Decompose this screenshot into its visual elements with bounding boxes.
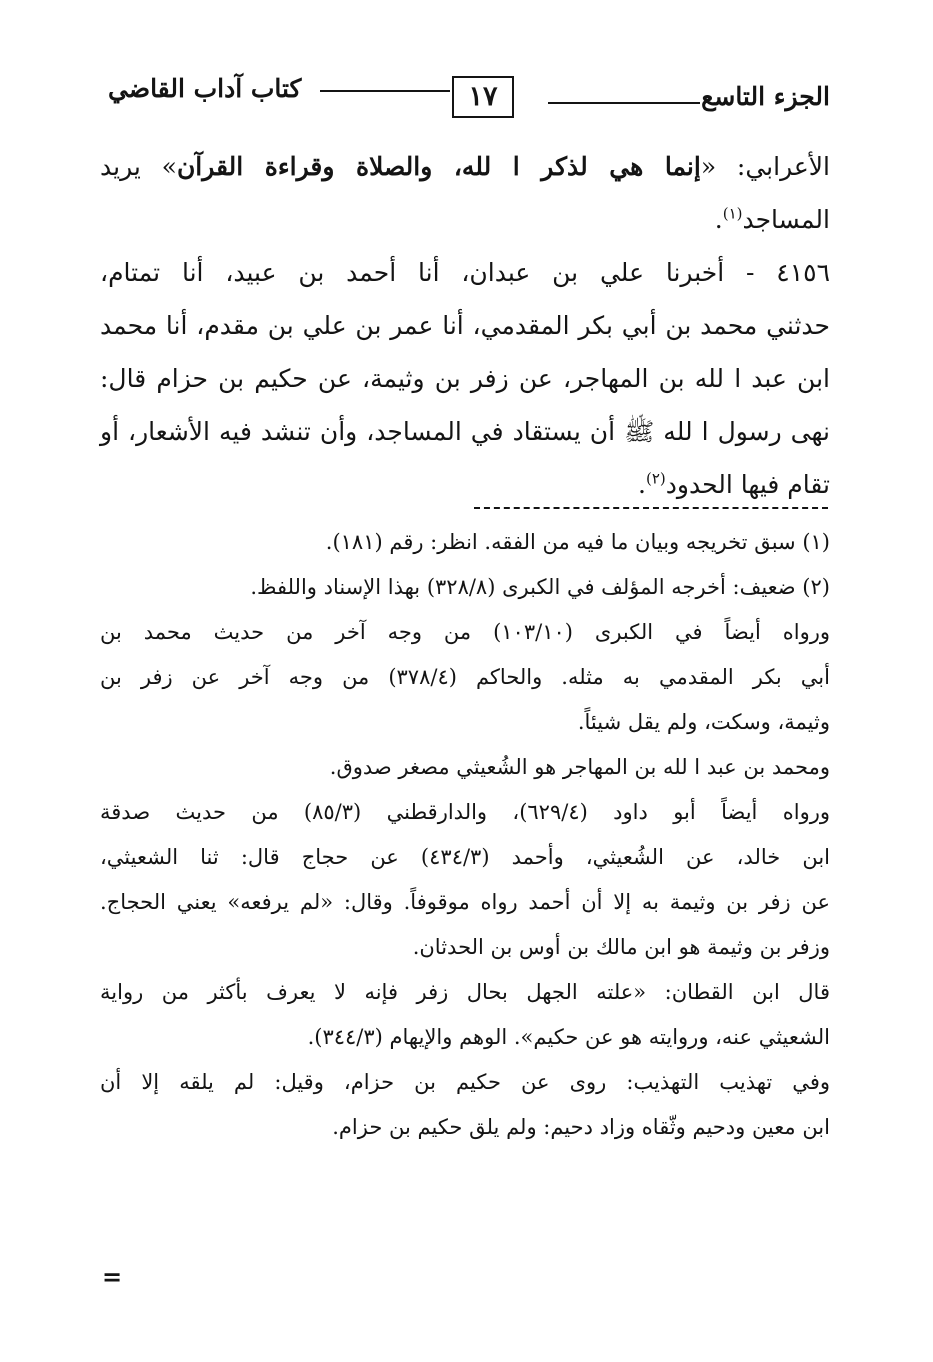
hadith-line: حدثني محمد بن أبي بكر المقدمي، أنا عمر بن علي بن مقدم، أنا محمد — [100, 311, 830, 340]
footnote-2-line: الشعيثي عنه، وروايته هو عن حكيم». الوهم والإيهام (٣٤٤/٣). — [307, 1025, 830, 1049]
footnote-2-line: قال ابن القطان: «علته الجهل بحال زفر فإنه لا يعرف بأكثر من رواية — [100, 980, 830, 1004]
header-rule-right — [548, 102, 700, 104]
footnote-2-line: ابن معين ودحيم وثّقاه وزاد دحيم: ولم يلق حكيم بن حزام. — [332, 1115, 830, 1139]
hadith-line: ٤١٥٦ - أخبرنا علي بن عبدان، أنا أحمد بن عبيد، أنا تمتام، — [100, 258, 830, 287]
hadith-last-line: تقام فيها الحدود$^{(٢)}$. — [638, 469, 830, 499]
footnote-1: (١) سبق تخريجه وبيان ما فيه من الفقه. انظر: رقم (١٨١). — [325, 530, 830, 554]
footnote-2-line: ابن خالد، عن الشُعيثي، وأحمد (٤٣٤/٣) عن حجاج قال: ثنا الشعيثي، — [100, 845, 830, 869]
footnote-2-line: وفي تهذيب التهذيب: روى عن حكيم بن حزام، وقيل: لم يلقه إلا أن — [100, 1070, 830, 1094]
footnote-separator — [474, 507, 828, 509]
footnote-ref-2: (٢) — [645, 469, 666, 488]
footnote-2-line: ورواه أيضاً أبو داود (٦٢٩/٤)، والدارقطني (٨٥/٣) من حديث صدقة — [100, 800, 830, 824]
header-rule-left — [320, 90, 450, 92]
main-text — [100, 140, 830, 511]
footnote-2-line: عن زفر بن وثيمة به إلا أن أحمد رواه موقوفاً. وقال: «لم يرفعه» يعني الحجاج. — [100, 890, 830, 914]
hadith-line: نهى رسول ا لله ﷺ أن يستقاد في المساجد، وأن تنشد فيه الأشعار، أو — [100, 417, 830, 446]
footnote-2-line: وثيمة، وسكت، ولم يقل شيئاً. — [577, 710, 830, 734]
page-header — [108, 68, 830, 128]
footnote-2-line: ومحمد بن عبد ا لله بن المهاجر هو الشُعيثي مصغر صدوق. — [329, 755, 830, 779]
footnote-2-line: ورواه أيضاً في الكبرى (١٠٣/١٠) من وجه آخر من حديث محمد بن — [100, 620, 830, 644]
footnote-2-line: وزفر بن وثيمة هو ابن مالك بن أوس بن الحدثان. — [412, 935, 830, 959]
header-book-title: كتاب آداب القاضي — [108, 74, 302, 103]
footnote-2-line: (٢) ضعيف: أخرجه المؤلف في الكبرى (٣٢٨/٨) بهذا الإسناد واللفظ. — [250, 575, 830, 599]
page-number: ١٧ — [452, 76, 514, 118]
footnotes — [100, 520, 830, 1150]
hadith-line: ابن عبد ا لله بن المهاجر، عن زفر بن وثيمة، عن حكيم بن حزام قال: — [100, 364, 830, 393]
main-line-1: الأعرابي: «إنما هي لذكر ا لله، والصلاة وقراءة القرآن» يريد المساجد$^{(١)}$. — [100, 152, 830, 234]
header-part-title: الجزء التاسع — [701, 82, 830, 111]
footnote-2-line: أبي بكر المقدمي به مثله. والحاكم (٣٧٨/٤) من وجه آخر عن زفر بن — [100, 665, 830, 689]
footnote-ref-1: (١) — [722, 204, 743, 223]
continuation-mark: = — [102, 1262, 123, 1291]
quoted-verse: إنما هي لذكر ا لله، والصلاة وقراءة القرآن — [176, 152, 701, 181]
